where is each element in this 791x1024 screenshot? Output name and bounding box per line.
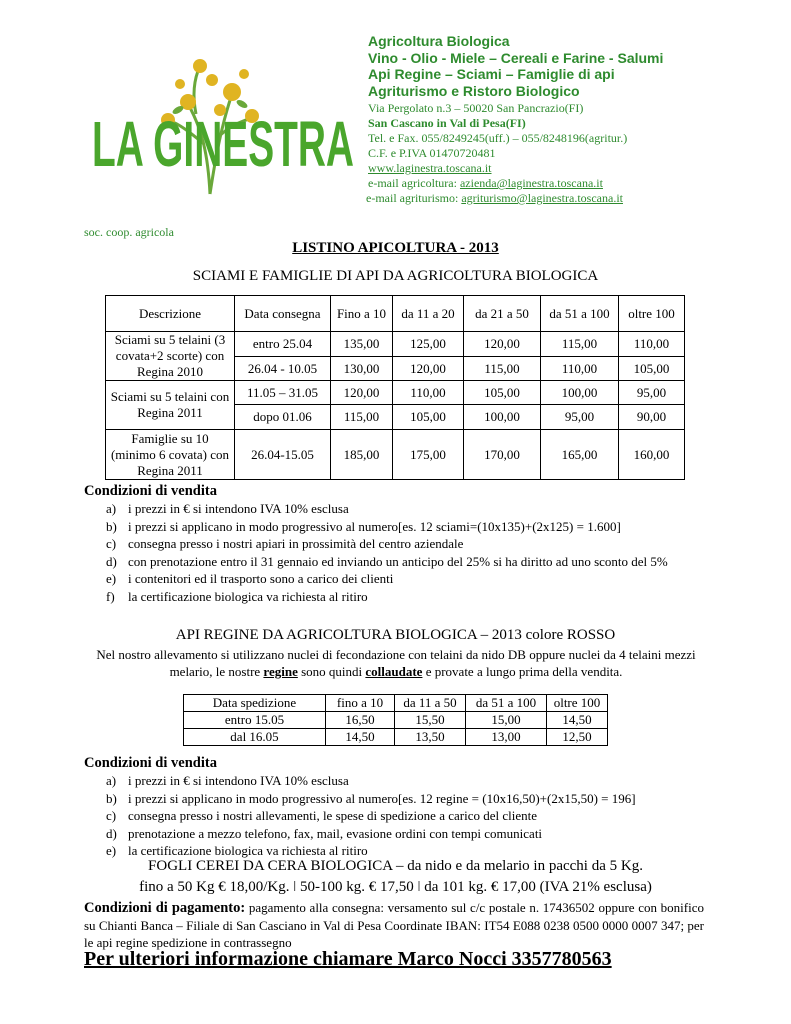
list-item (84, 518, 704, 536)
item-text: i contenitori ed il trasporto sono a carico dei clienti (128, 571, 394, 587)
table-cell: 120,00 (331, 381, 393, 405)
table-header: da 21 a 50 (464, 296, 541, 332)
table-header: Data consegna (235, 296, 331, 332)
conditions-heading: Condizioni di vendita (84, 755, 217, 771)
regine-table (183, 694, 608, 746)
table-cell: 12,50 (547, 729, 608, 746)
email-turismo-label: e-mail agriturismo: (366, 191, 462, 205)
intro-regine: regine (263, 664, 298, 679)
list-item (84, 588, 704, 606)
item-letter: b) (106, 518, 117, 534)
item-text: la certificazione biologica va richiesta al ritiro (128, 843, 368, 859)
list-item (84, 807, 724, 825)
header-line: Agricoltura Biologica (368, 33, 510, 49)
email-agri-label: e-mail agricoltura: (368, 176, 460, 190)
table-row (106, 430, 685, 480)
table-cell: 26.04-15.05 (235, 430, 331, 480)
table-cell: 130,00 (331, 357, 393, 381)
email-turismo-link[interactable]: agriturismo@laginestra.toscana.it (461, 191, 623, 205)
table-row (106, 332, 685, 357)
table-cell: entro 15.05 (184, 712, 326, 729)
table-cell: 14,50 (547, 712, 608, 729)
table-cell: dal 16.05 (184, 729, 326, 746)
table-cell: 13,50 (395, 729, 466, 746)
list-item (84, 570, 704, 588)
table-cell: entro 25.04 (235, 332, 331, 357)
table-cell: 95,00 (541, 405, 619, 430)
payment-label: Condizioni di pagamento: (84, 900, 246, 916)
header-info (368, 33, 663, 206)
item-text: prenotazione a mezzo telefono, fax, mail, evasione ordini con tempi comunicati (128, 825, 543, 841)
item-letter: d) (106, 825, 117, 841)
table-cell: 115,00 (541, 332, 619, 357)
table-cell: 100,00 (541, 381, 619, 405)
list-item (84, 790, 724, 808)
table-header: fino a 10 (326, 695, 395, 712)
table-header: da 51 a 100 (466, 695, 547, 712)
header-line: Vino - Olio - Miele – Cereali e Farine - Salumi (368, 49, 664, 66)
email-agri-link[interactable]: azienda@laginestra.toscana.it (459, 176, 603, 190)
table-cell: 100,00 (464, 405, 541, 430)
item-letter: c) (106, 536, 117, 552)
item-letter: b) (106, 790, 117, 806)
list-item (84, 500, 704, 518)
table-cell: 26.04 - 10.05 (235, 357, 331, 381)
table-header-row (184, 695, 608, 712)
la-ginestra-logo (92, 44, 354, 204)
item-text: consegna presso i nostri apiari in prossimità del centro aziendale (128, 536, 464, 552)
table-header: Descrizione (106, 296, 235, 332)
item-letter: e) (106, 843, 117, 859)
table-cell: 115,00 (464, 357, 541, 381)
table-cell: 14,50 (326, 729, 395, 746)
intro-text: e provate a lungo prima della vendita. (422, 664, 623, 679)
table-cell: 160,00 (619, 430, 685, 480)
list-item (84, 553, 704, 571)
item-letter: d) (106, 553, 117, 569)
table-cell: 165,00 (541, 430, 619, 480)
intro-text: Nel nostro allevamento si utilizzano nuclei di fecondazione con telaini da nido DB oppure nuclei da 4 telaini mezzi melario, le nostre (96, 647, 696, 679)
item-letter: a) (106, 773, 117, 788)
table-header-row (106, 296, 685, 332)
header-line: Api Regine – Sciami – Famiglie di api (368, 66, 615, 82)
section1-title: SCIAMI E FAMIGLIE DI API DA AGRICOLTURA BIOLOGICA (192, 268, 599, 284)
table-header: da 11 a 50 (395, 695, 466, 712)
header-line: Agriturismo e Ristoro Biologico (368, 82, 580, 99)
table-cell: 185,00 (331, 430, 393, 480)
item-text: i prezzi si applicano in modo progressivo al numero[es. 12 regine = (10x16,50)+(2x15,50) = 196] (128, 790, 636, 806)
table-cell: 170,00 (464, 430, 541, 480)
table-cell: 135,00 (331, 332, 393, 357)
item-text: la certificazione biologica va richiesta al ritiro (128, 588, 368, 604)
fogli-cerei-title: FOGLI CEREI DA CERA BIOLOGICA – da nido e da melario in pacchi da 5 Kg. (148, 858, 643, 874)
regine-intro (96, 646, 696, 680)
table-header: da 11 a 20 (393, 296, 464, 332)
fogli-cerei-prices: fino a 50 Kg € 18,00/Kg. ǀ 50-100 kg. € 17,50 ǀ da 101 kg. € 17,00 (IVA 21% esclusa) (139, 879, 652, 895)
conditions-list (84, 500, 704, 606)
table-cell: 13,00 (466, 729, 547, 746)
table-cell: 90,00 (619, 405, 685, 430)
table-header: Fino a 10 (331, 296, 393, 332)
website-link[interactable]: www.laginestra.toscana.it (368, 161, 492, 175)
contact-line: Per ulteriori informazione chiamare Marco Nocci 3357780563 (84, 948, 612, 970)
table-cell: 110,00 (393, 381, 464, 405)
logo-text: LA GINESTRA (92, 108, 354, 180)
table-cell: 120,00 (464, 332, 541, 357)
row-description: Sciami su 5 telaini (3 covata+2 scorte) con Regina 2010 (106, 332, 235, 381)
intro-collaudate: collaudate (365, 664, 423, 679)
telephone: Tel. e Fax. 055/8249245(uff.) – 055/8248196(agritur.) (368, 131, 628, 145)
item-letter: e) (106, 571, 117, 587)
table-cell: 105,00 (464, 381, 541, 405)
table-cell: 115,00 (331, 405, 393, 430)
list-item (84, 825, 724, 843)
item-text: i prezzi si applicano in modo progressivo al numero[es. 12 sciami=(10x135)+(2x125) = 1.600] (128, 518, 621, 534)
conditions-list (84, 772, 724, 860)
table-header: oltre 100 (547, 695, 608, 712)
table-cell: 120,00 (393, 357, 464, 381)
table-row (184, 729, 608, 746)
soc-coop: soc. coop. agricola (84, 225, 174, 239)
item-letter: f) (106, 588, 115, 604)
item-text: i prezzi in € si intendono IVA 10% esclusa (128, 773, 349, 788)
table-cell: 110,00 (619, 332, 685, 357)
list-item (84, 535, 704, 553)
table-cell: dopo 01.06 (235, 405, 331, 430)
table-cell: 125,00 (393, 332, 464, 357)
item-text: consegna presso i nostri allevamenti, le spese di spedizione a carico del cliente (128, 808, 537, 824)
table-cell: 105,00 (619, 357, 685, 381)
list-item (84, 772, 724, 790)
row-description: Famiglie su 10 (minimo 6 covata) con Regina 2011 (106, 430, 235, 480)
row-description: Sciami su 5 telaini con Regina 2011 (106, 381, 235, 430)
table-cell: 105,00 (393, 405, 464, 430)
table-cell: 16,50 (326, 712, 395, 729)
table-cell: 11.05 – 31.05 (235, 381, 331, 405)
email-agriturismo (366, 191, 663, 206)
table-header: da 51 a 100 (541, 296, 619, 332)
payment-text: pagamento alla consegna: versamento sul c/c postale n. 17436502 oppure con bonifico su Chianti Banca – Filiale di San Casciano in Val di Pesa Coordinate IBAN: IT54 E088 0238 0500 0000 0007 347; per le api regine spedizione in contrassegno (84, 900, 704, 950)
payment-conditions (84, 899, 704, 951)
town: San Cascano in Val di Pesa(FI) (368, 116, 526, 130)
item-letter: a) (106, 501, 117, 516)
table-header: Data spedizione (184, 695, 326, 712)
table-header: oltre 100 (619, 296, 685, 332)
item-text: con prenotazione entro il 31 gennaio ed inviando un anticipo del 25% si ha diritto ad uno sconto del 5% (128, 553, 668, 569)
email-agricoltura (368, 176, 663, 191)
conditions-heading: Condizioni di vendita (84, 483, 217, 499)
table-row (184, 712, 608, 729)
table-cell: 15,50 (395, 712, 466, 729)
table-cell: 15,00 (466, 712, 547, 729)
address: Via Pergolato n.3 – 50020 San Pancrazio(FI) (368, 101, 584, 115)
table-row (106, 381, 685, 405)
table-cell: 110,00 (541, 357, 619, 381)
sciami-table (105, 295, 685, 480)
table-cell: 175,00 (393, 430, 464, 480)
intro-text: sono quindi (297, 664, 366, 679)
vat-number: C.F. e P.IVA 01470720481 (368, 146, 496, 160)
item-text: i prezzi in € si intendono IVA 10% esclusa (128, 501, 349, 516)
item-letter: c) (106, 808, 117, 824)
page-title: LISTINO APICOLTURA - 2013 (292, 240, 499, 256)
section2-title: API REGINE DA AGRICOLTURA BIOLOGICA – 2013 colore ROSSO (175, 627, 616, 643)
table-cell: 95,00 (619, 381, 685, 405)
